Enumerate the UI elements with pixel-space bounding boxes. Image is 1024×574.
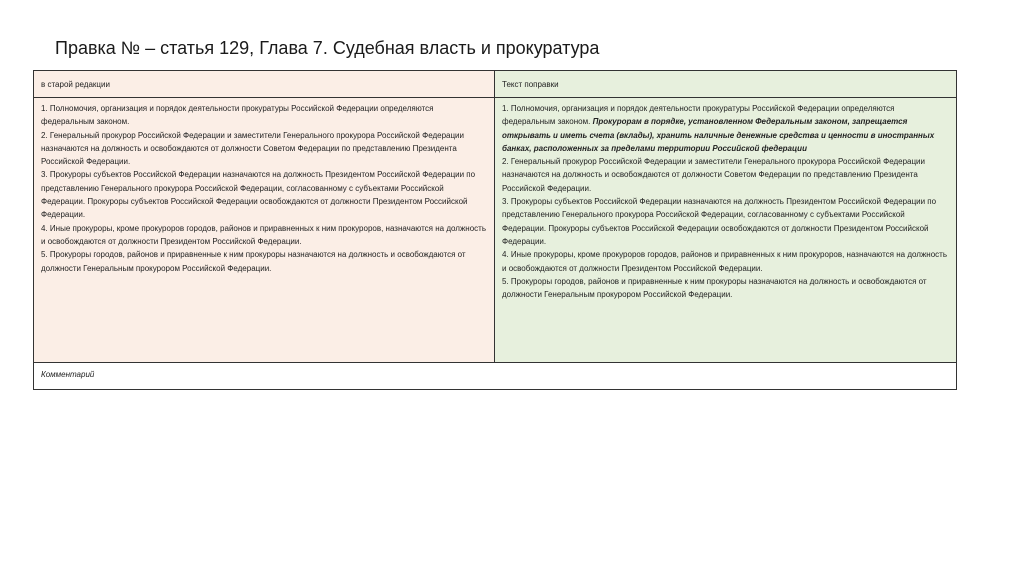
old-version-text: [34, 98, 495, 362]
old-version-header: в старой редакции: [34, 71, 495, 97]
old-paragraph: 4. Иные прокуроры, кроме прокуроров городов, районов и приравненных к ним прокуроров, назначаются на должность и освобождаются от должности Президентом Российской Федерации.: [41, 223, 486, 246]
amendment-table: [33, 70, 957, 390]
amendment-header: Текст поправки: [495, 71, 956, 97]
new-paragraph: 2. Генеральный прокурор Российской Федерации и заместители Генерального прокурора Российской Федерации назначаются на должность и освобождаются от должности Советом Федерации по представлению Президента Российской Федерации.: [502, 157, 925, 193]
added-text-highlight: Прокурорам в порядке, установленном Федеральным законом, запрещается открывать и иметь счета (вклады), хранить наличные денежные средства и ценности в иностранных банках, расположенных за пределами территории Российской федерации: [502, 117, 935, 153]
new-paragraph: [502, 102, 949, 155]
new-paragraph: 4. Иные прокуроры, кроме прокуроров городов, районов и приравненных к ним прокуроров, назначаются на должность и освобождаются от должности Президентом Российской Федерации.: [502, 250, 947, 273]
old-paragraph: 2. Генеральный прокурор Российской Федерации и заместители Генерального прокурора Российской Федерации назначаются на должность и освобождаются от должности Советом Федерации по представлению Президента Российской Федерации.: [41, 130, 464, 167]
comment-label: Комментарий: [41, 370, 95, 379]
body-row: [34, 98, 956, 363]
comment-row: [34, 363, 956, 389]
header-row: [34, 71, 956, 98]
page-title: Правка № – статья 129, Глава 7. Судебная власть и прокуратура: [55, 38, 600, 58]
new-paragraph: 5. Прокуроры городов, районов и приравненные к ним прокуроры назначаются на должность и освобождаются от должности Генеральным прокурором Российской Федерации.: [502, 276, 927, 300]
new-paragraph: 3. Прокуроры субъектов Российской Федерации назначаются на должность Президентом Российской Федерации по представлению Генерального прокурора Российской Федерации, согласованному с субъектами Российской Федерации. Прокуроры субъектов Российской Федерации освобождаются от должности Президентом Российской Федерации.: [502, 197, 937, 246]
new-paragraph-plain: 1. Полномочия, организация и порядок деятельности прокуратуры Российской Федерации определяются федеральным законом.: [502, 104, 895, 127]
amendment-text: [495, 98, 956, 362]
old-paragraph: 3. Прокуроры субъектов Российской Федерации назначаются на должность Президентом Российской Федерации по представлению Генерального прокурора Российской Федерации, согласованному с субъектами Российской Федерации. Прокуроры субъектов Российской Федерации освобождаются от должности Президентом Российской Федерации.: [41, 170, 476, 220]
old-paragraph: 1. Полномочия, организация и порядок деятельности прокуратуры Российской Федерации определяются федеральным законом.: [41, 104, 434, 127]
old-paragraph: 5. Прокуроры городов, районов и приравненные к ним прокуроры назначаются на должность и освобождаются от должности Генеральным прокурором Российской Федерации.: [41, 250, 466, 273]
